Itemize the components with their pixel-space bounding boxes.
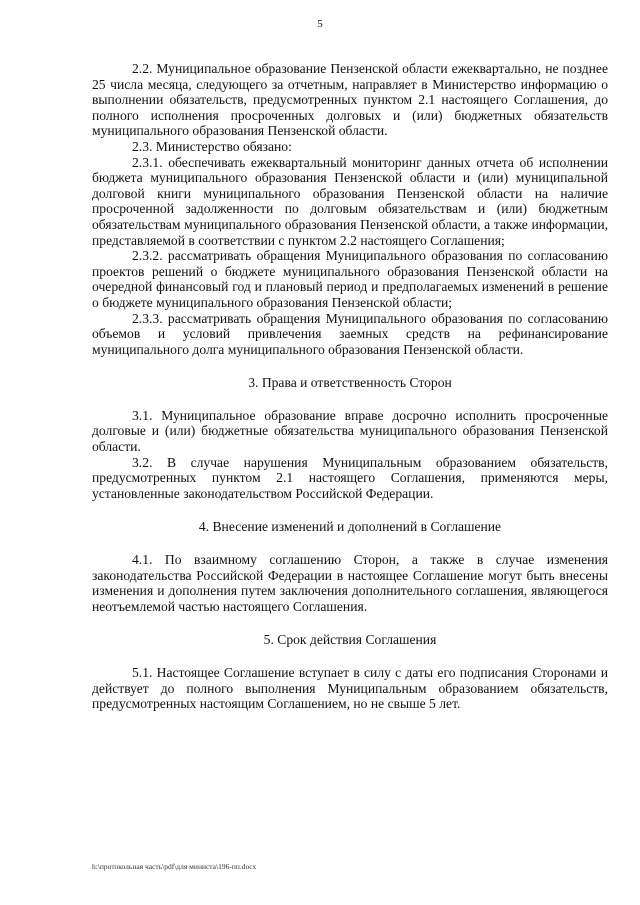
section-3-heading: 3. Права и ответственность Сторон (248, 375, 452, 391)
paragraph-5-1: 5.1. Настоящее Соглашение вступает в силу с даты его подписания Сторонами и действует до полного выполнения Муниципальным образованием обязательств, предусмотренных настоящим Соглашением, но не свыше 5 лет. (92, 665, 608, 712)
paragraph-2-3-3: 2.3.3. рассматривать обращения Муниципального образования по согласованию объемов и условий привлечения заемных средств на рефинансирование муниципального долга муниципального образования Пензенской области. (92, 310, 608, 357)
section-5-heading: 5. Срок действия Соглашения (263, 632, 437, 648)
paragraph-2-3-1: 2.3.1. обеспечивать ежеквартальный мониторинг данных отчета об исполнении бюджета муниципального образования Пензенской области и (или) муниципальной долговой книги муниципального образования Пензенской области на наличие просроченной задолженности по долговым обязательствам и (или) бюджетным обязательствам муниципального образования Пензенской области, а также информации, представляемой в соответствии с пунктом 2.2 настоящего Соглашения; (92, 154, 608, 248)
paragraph-4-1: 4.1. По взаимному соглашению Сторон, а также в случае изменения законодательства Российской Федерации в настоящее Соглашение могут быть внесены изменения и дополнения путем заключения дополнительного соглашения, являющегося неотъемлемой частью настоящего Соглашения. (92, 552, 608, 614)
page-number: 5 (317, 18, 323, 30)
document-body (92, 61, 608, 712)
file-path-footer: h:\протокольная часть\pdf\для министа\196-пп.docx (92, 862, 257, 871)
paragraph-2-3: 2.3. Министерство обязано: (132, 138, 292, 154)
paragraph-2-3-2: 2.3.2. рассматривать обращения Муниципального образования по согласованию проектов решений о бюджете муниципального образования Пензенской области на очередной финансовый год и плановый период и предполагаемых изменений в решение о бюджете муниципального образования Пензенской области; (92, 248, 608, 310)
paragraph-3-1: 3.1. Муниципальное образование вправе досрочно исполнить просроченные долговые и (или) бюджетные обязательства муниципального образования Пензенской области. (92, 407, 608, 455)
section-4-heading: 4. Внесение изменений и дополнений в Соглашение (198, 519, 502, 535)
paragraph-3-2: 3.2. В случае нарушения Муниципальным образованием обязательств, предусмотренных пунктом 2.1 настоящего Соглашения, применяются меры, установленные законодательством Российской Федерации. (92, 454, 608, 501)
paragraph-2-2: 2.2. Муниципальное образование Пензенской области ежеквартально, не позднее 25 числа месяца, следующего за отчетным, направляет в Министерство информацию о выполнении обязательств, предусмотренных пунктом 2.1 настоящего Соглашения, до полного исполнения просроченных долговых и (или) бюджетных обязательств муниципального образования Пензенской области. (92, 61, 608, 139)
